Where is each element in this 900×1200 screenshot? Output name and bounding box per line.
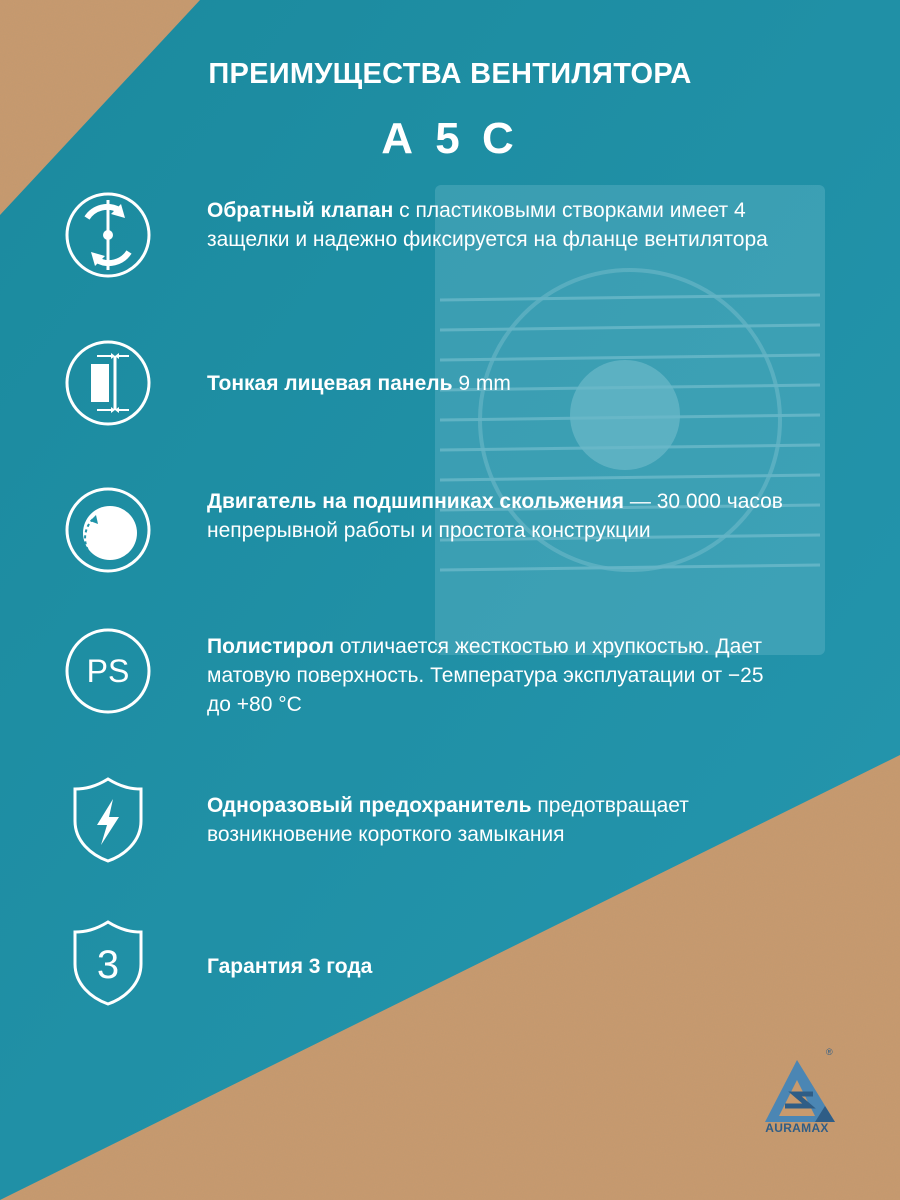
lightning-shield-icon [63, 775, 153, 865]
feature-polystyrene-title: Полистирол [207, 635, 334, 658]
ps-icon-label: PS [86, 653, 130, 689]
feature-bearing-motor-title: Двигатель на подшипниках скольжения [207, 490, 625, 513]
feature-bearing-motor-text: — 30 000 часов непрерывной работы и простота конструкции [207, 490, 783, 542]
registered-mark: ® [826, 1047, 833, 1057]
feature-warranty [207, 952, 787, 981]
fan-product-image [430, 185, 830, 655]
model-name: А 5 С [381, 114, 519, 163]
warranty-icon-number: 3 [96, 943, 120, 987]
feature-fuse-title: Одноразовый предохранитель [207, 794, 532, 817]
feature-polystyrene-text: отличается жесткостью и хрупкостью. Дает матовую поверхность. Температура эксплуатации от −25 до +80 °С [207, 635, 764, 716]
feature-warranty-title: Гарантия 3 года [207, 955, 373, 978]
thin-panel-icon [63, 338, 153, 428]
ps-polystyrene-icon [63, 626, 153, 716]
feature-bearing-motor [207, 487, 787, 545]
feature-check-valve-title: Обратный клапан [207, 199, 394, 222]
warranty-shield-icon [63, 918, 153, 1008]
feature-polystyrene [207, 632, 787, 719]
check-valve-rotation-icon [63, 190, 153, 280]
feature-check-valve [207, 196, 787, 254]
page-title: ПРЕИМУЩЕСТВА ВЕНТИЛЯТОРА [208, 58, 692, 90]
feature-thin-panel [207, 369, 787, 398]
sleeve-bearing-motor-icon [63, 485, 153, 575]
feature-check-valve-text: с пластиковыми створками имеет 4 защелки и надежно фиксируется на фланце вентилятора [207, 199, 768, 251]
feature-fuse [207, 791, 787, 849]
feature-fuse-text: предотвращает возникновение короткого замыкания [207, 794, 689, 846]
feature-thin-panel-text: 9 mm [452, 372, 511, 395]
brand-name: AURAMAX [765, 1121, 829, 1135]
feature-thin-panel-title: Тонкая лицевая панель [207, 372, 453, 395]
